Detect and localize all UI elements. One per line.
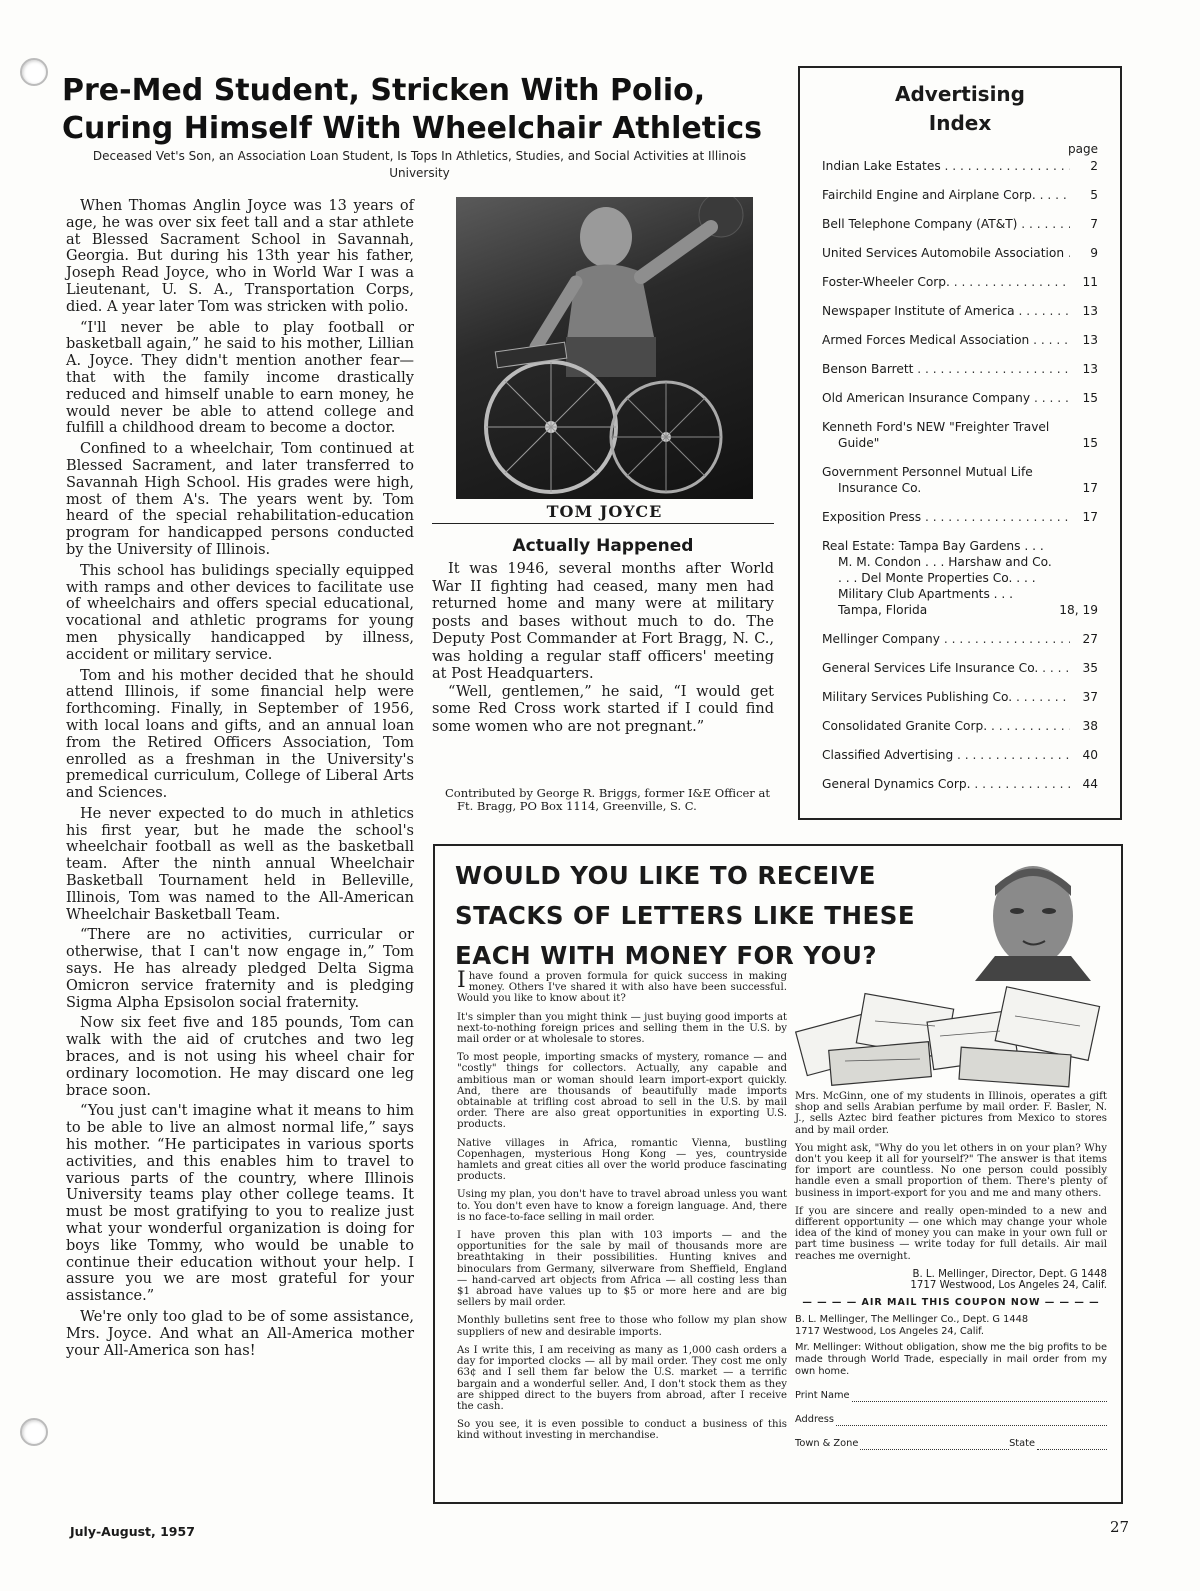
ad-index-entry [822,216,1098,232]
ad-paragraph: Using my plan, you don't have to travel abroad unless you want to. You don't even have to know a foreign language. And, there is no face-to-face selling in mail order. [457,1189,787,1223]
state-label: State [1009,1438,1035,1450]
mellinger-advertisement [433,844,1123,1504]
ad-index-entry [822,660,1098,676]
divider-rule [432,523,774,524]
ad-headline-line-1: WOULD YOU LIKE TO RECEIVE [455,861,877,890]
ad-index-entry-page: 11 [1082,275,1098,289]
ad-index-entry-name: Real Estate: Tampa Bay Gardens . . . M. M. Condon . . . Harshaw and Co. . . . Del Monte Properties Co. . . . Military Club Apartments . . . Tampa, Florida [822,539,1052,617]
punch-hole-bottom [20,1418,48,1446]
signature-block [795,1269,1107,1291]
photo-caption: TOM JOYCE [546,502,663,521]
actually-happened-title: Actually Happened [512,536,694,556]
ad-index-entry-name: Kenneth Ford's NEW "Freighter Travel Guide" [822,420,1050,450]
ad-index-entry [822,718,1098,734]
ad-headline-line-2: STACKS OF LETTERS LIKE THESE [455,901,916,930]
ad-index-entry-name: Exposition Press . . . [822,509,1070,525]
article-paragraph: We're only too glad to be of some assistance, Mrs. Joyce. And what an All-America mother your All-America son has! [66,1309,414,1359]
ad-headline [455,856,955,976]
ad-index-entry-name: Bell Telephone Company (AT&T) . . . [822,216,1070,232]
ad-right-column [795,1091,1107,1450]
ad-index-entry [822,464,1098,496]
ad-index-entry [822,689,1098,705]
ad-paragraph: Native villages in Africa, romantic Vienna, bustling Copenhagen, mysterious Hong Kong — yes, countryside hamlets and great cities all over the world produce fascinating products. [457,1137,787,1183]
ad-index-entry [822,509,1098,525]
article-paragraph: “There are no activities, curricular or otherwise, that I can't now engage in,” Tom says. He has already pledged Delta Sigma Omicron service fraternity and is pledging Sigma Alpha Epsisolon social fraternity. [66,927,414,1011]
signature-line-2: 1717 Westwood, Los Angeles 24, Calif. [910,1280,1107,1292]
ad-index-entry [822,747,1098,763]
address-label: Address [795,1414,835,1426]
punch-hole-top [20,58,48,86]
ad-paragraph-text: have found a proven formula for quick success in making money. Others I've shared it with also have been successful. Would you like to know about it? [457,971,787,1005]
ad-index-entry-page: 13 [1082,362,1098,376]
ad-index-entry-name: United Services Automobile Association . . . [822,245,1070,261]
article-headline [62,72,782,148]
ad-index-entry [822,538,1098,618]
ad-index-entry-name: General Services Life Insurance Co. . . . [822,660,1070,676]
ad-index-entry-page: 13 [1082,304,1098,318]
ad-index-entry-page: 13 [1082,333,1098,347]
actually-happened-body [432,561,774,736]
drop-cap: I [457,968,466,993]
town-line[interactable] [860,1440,1009,1450]
address-line[interactable] [836,1416,1107,1426]
ad-index-entry-name: Benson Barrett . . . [822,361,1070,377]
ad-index-entry-name: Foster-Wheeler Corp. . . . [822,274,1070,290]
article-subhead: Deceased Vet's Son, an Association Loan Student, Is Tops In Athletics, Studies, and Social Activities at Illinois University [92,149,747,180]
ad-paragraph: It's simpler than you might think — just buying good imports at next-to-nothing foreign prices and selling them in the U.S. by mail order or at wholesale to stores. [457,1011,787,1046]
ad-index-entry-page: 7 [1090,217,1098,231]
article-paragraph: Now six feet five and 185 pounds, Tom can walk with the aid of crutches and two leg braces, and is not using his wheel chair for ordinary locomotion. He may discard one leg brace soon. [66,1015,414,1099]
ad-paragraph: I have proven this plan with 103 imports — and the opportunities for the sale by mail of thousands more are breathtaking in their possibilities. Hunting knives and binoculars from Germany, silverware from Sheffield, England — hand-carved art objects from Africa — all costing less than $1 abroad have values up to $5 or more here and are big sellers by mail order. [457,1230,787,1309]
ad-index-entry-page: 27 [1082,632,1098,646]
ad-index-entry-page: 37 [1082,690,1098,704]
ad-index-entry-name: Mellinger Company . . . [822,631,1070,647]
ad-index-entry-name: Armed Forces Medical Association . . . [822,332,1070,348]
ad-paragraph: Monthly bulletins sent free to those who follow my plan show suppliers of new and desirable imports. [457,1315,787,1338]
ad-index-title-line-1: Advertising [895,82,1025,106]
ad-index-list [822,158,1098,792]
coupon-address-line-1: B. L. Mellinger, The Mellinger Co., Dept. G 1448 [795,1314,1029,1326]
wheelchair-athlete-illustration [456,197,753,499]
advertiser-portrait [955,856,1105,981]
signature-line-1: B. L. Mellinger, Director, Dept. G 1448 [912,1268,1107,1280]
ad-index-entry-page: 5 [1090,188,1098,202]
ad-index-entry-page: 18, 19 [1059,603,1098,617]
ad-index-entry-page: 40 [1082,748,1098,762]
state-line[interactable] [1037,1440,1107,1450]
anecdote-credit: Contributed by George R. Briggs, former I&E Officer at Ft. Bragg, PO Box 1114, Greenville, S. C. [445,786,770,813]
headline-line-1: Pre-Med Student, Stricken With Polio, [62,73,706,108]
ad-index-entry-page: 38 [1082,719,1098,733]
ad-index-entry-page: 17 [1082,510,1098,524]
ad-index-entry-page: 35 [1082,661,1098,675]
coupon-header: — — — — AIR MAIL THIS COUPON NOW — — — — [802,1297,1100,1309]
ad-index-entry [822,419,1098,451]
coupon-body: Mr. Mellinger: Without obligation, show me the big profits to be made through World Trade, especially in mail order from my own home. [795,1342,1107,1378]
article-paragraph: This school has bulidings specially equipped with ramps and other devices to facilitate use of wheelchairs and offers special educational, vocational and athletic programs for young men physically handicapped by illness, accident or military service. [66,562,414,663]
ad-paragraph: To most people, importing smacks of mystery, romance — and "costly" things for collectors. Actually, any capable and ambitious man or woman should learn import-export quickly. And, there are thousands of beautifully made imports obtainable at trifling cost abroad to sell in the U.S. by mail order. There are also great opportunities in exporting U.S. products. [457,1052,787,1131]
ad-index-entry-name: Government Personnel Mutual Life Insurance Co. [822,465,1033,495]
ad-index-entry [822,158,1098,174]
money-letters-illustration [790,981,1120,1091]
print-name-field[interactable] [795,1390,1107,1402]
ad-index-entry [822,776,1098,792]
ad-index-entry-page: 15 [1082,391,1098,405]
ad-paragraph [457,968,787,1005]
address-field[interactable] [795,1414,1107,1426]
ad-paragraph: If you are sincere and really open-minded to a new and different opportunity — one which may change your whole idea of the kind of money you can make in your own full or part time business — write today for full details. Air mail reaches me overnight. [795,1205,1107,1262]
mail-coupon[interactable] [795,1314,1107,1450]
town-label: Town & Zone [795,1438,859,1450]
article-paragraph: He never expected to do much in athletics his first year, but he made the school's wheelchair football as well as the basketball team. After the ninth annual Wheelchair Basketball Tournament held in Belleville, Illinois, Tom was named to the All-American Wheelchair Basketball Team. [66,805,414,923]
ad-index-entry-page: 17 [1082,481,1098,495]
ad-headline-line-3: EACH WITH MONEY FOR YOU? [455,941,878,970]
article-paragraph: “I'll never be able to play football or basketball again,” he said to his mother, Lillian A. Joyce. They didn't mention another fear—that with the family income drastically reduced and himself unable to earn money, he would never be able to attend college and fulfill a childhood dream to become a doctor. [66,319,414,437]
ad-index-entry-page: 15 [1082,436,1098,450]
ad-index-entry-name: Military Services Publishing Co. . . . [822,689,1070,705]
issue-date: July-August, 1957 [70,1524,195,1539]
page-column-label: page [1068,142,1098,156]
print-name-label: Print Name [795,1390,850,1402]
coupon-address-line-2: 1717 Westwood, Los Angeles 24, Calif. [795,1326,985,1338]
ad-index-entry-name: Consolidated Granite Corp. . . . [822,718,1070,734]
ad-index-entry [822,274,1098,290]
article-paragraph: When Thomas Anglin Joyce was 13 years of age, he was over six feet tall and a star athlete at Blessed Sacrament School in Savannah, Georgia. But during his 13th year his father, Joseph Read Joyce, who in World War I was a Lieutenant, U. S. A., Transportation Corps, died. A year later Tom was stricken with polio. [66,198,414,315]
article-body [66,198,414,1363]
article-paragraph: “You just can't imagine what it means to him to be able to live an almost normal life,” says his mother. “He participates in various sports activities, and this enables him to travel to various parts of the country, where Illinois University teams play other college teams. It must be most gratifying to you to realize just what your wonderful organization is doing for boys like Tommy, who would be unable to continue their education without your help. I assure you we are most grateful for your assistance.” [66,1103,414,1305]
headline-line-2: Curing Himself With Wheelchair Athletics [62,111,763,146]
ad-index-entry-name: Fairchild Engine and Airplane Corp. . . . [822,187,1070,203]
ad-paragraph: So you see, it is even possible to conduct a business of this kind without investing in merchandise. [457,1419,787,1442]
ad-index-entry [822,303,1098,319]
ad-index-title [822,80,1098,138]
anecdote-paragraph: It was 1946, several months after World War II fighting had ceased, many men had returned home and many were at military posts and bases without much to do. The Deputy Post Commander at Fort Bragg, N. C., was holding a regular staff officers' meeting at Post Headquarters. [432,561,774,682]
page-number: 27 [1110,1518,1130,1536]
wheelchair-athlete-photo [456,197,753,499]
ad-index-entry-name: Old American Insurance Company . . . [822,390,1070,406]
ad-index-entry-name: Indian Lake Estates . . . [822,158,1070,174]
ad-index-entry-name: Classified Advertising . . . [822,747,1070,763]
article-paragraph: Confined to a wheelchair, Tom continued at Blessed Sacrament, and later transferred to Savannah High School. His grades were high, most of them A's. The years went by. Tom heard of the special rehabilitation-education program for handicapped persons conducted by the University of Illinois. [66,441,414,558]
ad-left-column [457,968,787,1449]
ad-index-entry [822,245,1098,261]
ad-index-entry [822,361,1098,377]
town-state-field[interactable] [795,1438,1107,1450]
ad-index-entry-page: 9 [1090,246,1098,260]
ad-index-entry [822,187,1098,203]
print-name-line[interactable] [852,1392,1107,1402]
ad-index-entry-page: 44 [1082,777,1098,791]
ad-index-entry [822,332,1098,348]
ad-paragraph: Mrs. McGinn, one of my students in Illinois, operates a gift shop and sells Arabian perfume by mail order. F. Basler, N. J., sells Aztec bird feather pictures from Mexico to stores and by mail order. [795,1091,1107,1136]
ad-index-entry [822,631,1098,647]
article-paragraph: Tom and his mother decided that he should attend Illinois, if some financial help were forthcoming. Finally, in September of 1956, with local loans and gifts, and an annual loan from the Retired Officers Association, Tom enrolled as a freshman in the University's premedical curriculum, College of Liberal Arts and Sciences. [66,667,414,802]
ad-index-title-line-2: Index [928,111,992,135]
ad-index-entry-name: General Dynamics Corp. . . . [822,776,1070,792]
anecdote-paragraph: “Well, gentlemen,” he said, “I would get some Red Cross work started if I could find some women who are not pregnant.” [432,683,774,735]
ad-index-entry-page: 2 [1090,159,1098,173]
ad-paragraph: You might ask, "Why do you let others in on your plan? Why don't you keep it all for yourself?" The answer is that items for import are countless. No one person could possibly handle even a small proportion of them. There's plenty of business in import-export for you and me and many others. [795,1142,1107,1199]
ad-paragraph: As I write this, I am receiving as many as 1,000 cash orders a day for imported clocks — all by mail order. They cost me only 63¢ and I sell them far below the U.S. market — a terrific bargain and a wonderful seller. And, I don't stock them as they are shipped direct to the buyers from abroad, after I receive the cash. [457,1344,787,1412]
ad-index-entry [822,390,1098,406]
ad-index-entry-name: Newspaper Institute of America . . . [822,303,1070,319]
advertising-index [798,66,1122,820]
